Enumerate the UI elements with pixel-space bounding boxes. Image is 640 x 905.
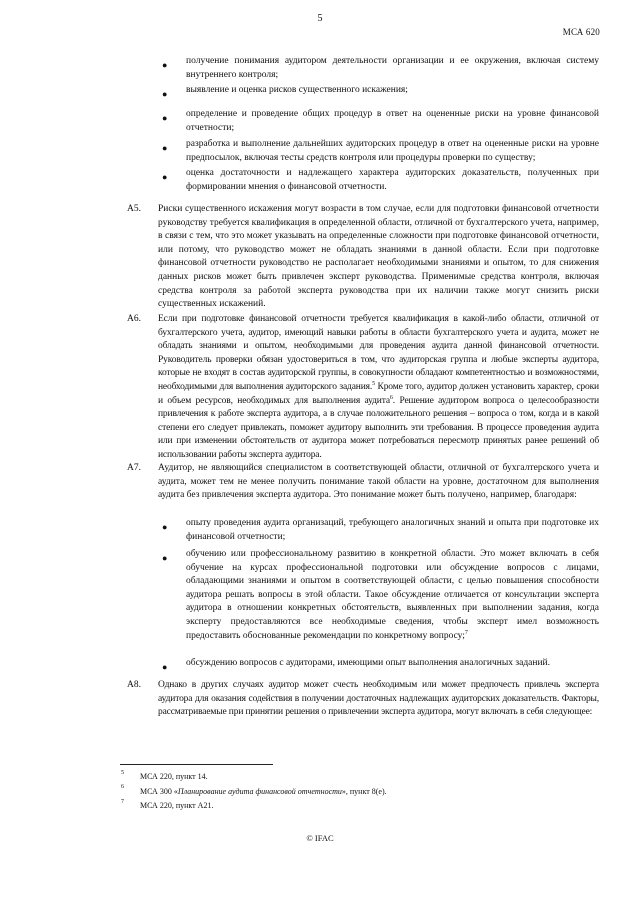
- paragraph-a6-text-2: Кроме того, аудитор должен установить характер, сроки и объем ресурсов, необходимых для выполнения аудита: [158, 381, 599, 406]
- footnote-text: МСА 220, пункт А21.: [140, 801, 214, 810]
- bullet-icon: ●: [162, 553, 168, 563]
- footnote-number: 5: [121, 770, 124, 776]
- footnote-text-post: », пункт 8(е).: [341, 787, 387, 796]
- paragraph-label-a6: A6.: [127, 314, 141, 324]
- list-item: выявление и оценка рисков существенного искажения;: [186, 85, 408, 95]
- footnote-ref-6[interactable]: 6: [389, 394, 393, 401]
- paragraph-a5: Риски существенного искажения могут возрасти в том случае, если для подготовки финансовой отчетности руководству требуется квалификация в определенной области, отличной от бухгалтерского учета, например, в связи с тем, что это может указывать на определенные сложности при подготовке финансовой отчетности, или потому, что руководство может не обладать знаниями в данной области. Если при подготовке финансовой отчетности руководство не располагает необходимыми знаниями и опытом, то для снижения данных рисков может быть привлечен эксперт руководства. Применимые средства контроля, включая средства контроля за работой эксперта руководства при их наличии также могут снизить риски существенных искажений.: [158, 204, 599, 310]
- footnote-text: [140, 786, 387, 797]
- paragraph-a8: Однако в других случаях аудитор может счесть необходимым или может предпочесть привлечь эксперта аудитора для оказания содействия в получении достаточных надлежащих аудиторских доказательств. Факторы, рассматриваемые при принятии решения о привлечении эксперта аудитора, могут включать в себя следующее:: [158, 680, 599, 718]
- list-item: оценка достаточности и надлежащего характера аудиторских доказательств, полученных при формировании мнения о финансовой отчетности.: [186, 168, 599, 192]
- footnote-number: 6: [121, 784, 124, 790]
- footnote-divider: [120, 764, 273, 765]
- list-item: опыту проведения аудита организаций, требующего аналогичных знаний и опыта при подготовке их финансовой отчетности;: [186, 518, 599, 542]
- copyright-footer: © IFAC: [306, 833, 334, 843]
- paragraph-a7: Аудитор, не являющийся специалистом в соответствующей области, отличной от бухгалтерского учета и аудита, может тем не менее получить понимание такой области на уровне, достаточном для выполнения аудита без привлечения эксперта аудитора. Это понимание может быть получено, например, благодаря:: [158, 463, 599, 501]
- bullet-icon: ●: [162, 172, 168, 182]
- list-item: обсуждению вопросов с аудиторами, имеющими опыт выполнения аналогичных заданий.: [186, 658, 550, 668]
- bullet-icon: ●: [162, 522, 168, 532]
- footnote-text-pre: МСА 300 «: [140, 787, 178, 796]
- list-item: получение понимания аудитором деятельности организации и ее окружения, включая систему внутреннего контроля;: [186, 56, 599, 80]
- list-item-text: обучению или профессиональному развитию в конкретной области. Это может включать в себя обучение на курсах профессиональной подготовки или обсуждение вопросов с лицами, обладающими знаниями и опытом в соответствующей области, с целью повышения способности аудитора решать вопросы в этой области. Такое обсуждение отличается от консультации эксперта аудитора в отношении конкретных обстоятельств, выявленных при выполнении задания, когда эксперту предоставляются все необходимые сведения, чтобы эксперт имел возможность предоставить обоснованные рекомендации по конкретному вопросу;: [186, 549, 599, 641]
- bullet-icon: ●: [162, 89, 168, 99]
- footnote-title-italic: Планирование аудита финансовой отчетности: [177, 787, 342, 796]
- footnote-text: МСА 220, пункт 14.: [140, 772, 208, 781]
- paragraph-label-a7: A7.: [127, 463, 141, 473]
- bullet-icon: ●: [162, 60, 168, 70]
- paragraph-label-a5: A5.: [127, 204, 141, 214]
- list-item: [186, 548, 599, 643]
- standard-code: МСА 620: [562, 27, 600, 37]
- list-item: определение и проведение общих процедур в ответ на оцененные риски на уровне финансовой отчетности;: [186, 109, 599, 133]
- page-number: 5: [317, 13, 323, 24]
- list-item: разработка и выполнение дальнейших аудиторских процедур в ответ на оцененные риски на уровне предпосылок, включая тесты средств контроля или процедуры проверки по существу;: [186, 139, 599, 163]
- paragraph-a6-text-3: . Решение аудитором вопроса о целесообразности привлечения к работе эксперта аудитора, а в случае положительного решения – вопроса о том, когда и в какой степени его следует привлекать, поможет аудитору выполнить эти требования. В процессе проведения аудита или при изменении обстоятельств от аудитора может потребоваться пересмотр принятых ранее решений об использовании работы эксперта аудитора.: [158, 395, 599, 460]
- paragraph-a6-text-1: Если при подготовке финансовой отчетности требуется квалификация в какой-либо области, отличной от бухгалтерского учета, аудитор, имеющий навыки работы в области бухгалтерского учета и аудита, может не обладать знаниями и опытом, необходимыми для проведения аудита данной финансовой отчетности. Руководитель проверки обязан удостовериться в том, что аудиторская группа и любые эксперты аудитора, которые не входят в состав аудиторской группы, в совокупности обладают компетентностью и возможностями, необходимыми для выполнения аудиторского задания.: [158, 314, 599, 392]
- paragraph-a6: [158, 313, 599, 463]
- bullet-icon: ●: [162, 113, 168, 123]
- paragraph-label-a8: A8.: [127, 680, 141, 690]
- bullet-icon: ●: [162, 662, 168, 672]
- footnote-ref-5[interactable]: 5: [372, 380, 375, 387]
- footnote-ref-7[interactable]: 7: [464, 629, 468, 636]
- bullet-icon: ●: [162, 143, 168, 153]
- footnote-number: 7: [121, 799, 124, 805]
